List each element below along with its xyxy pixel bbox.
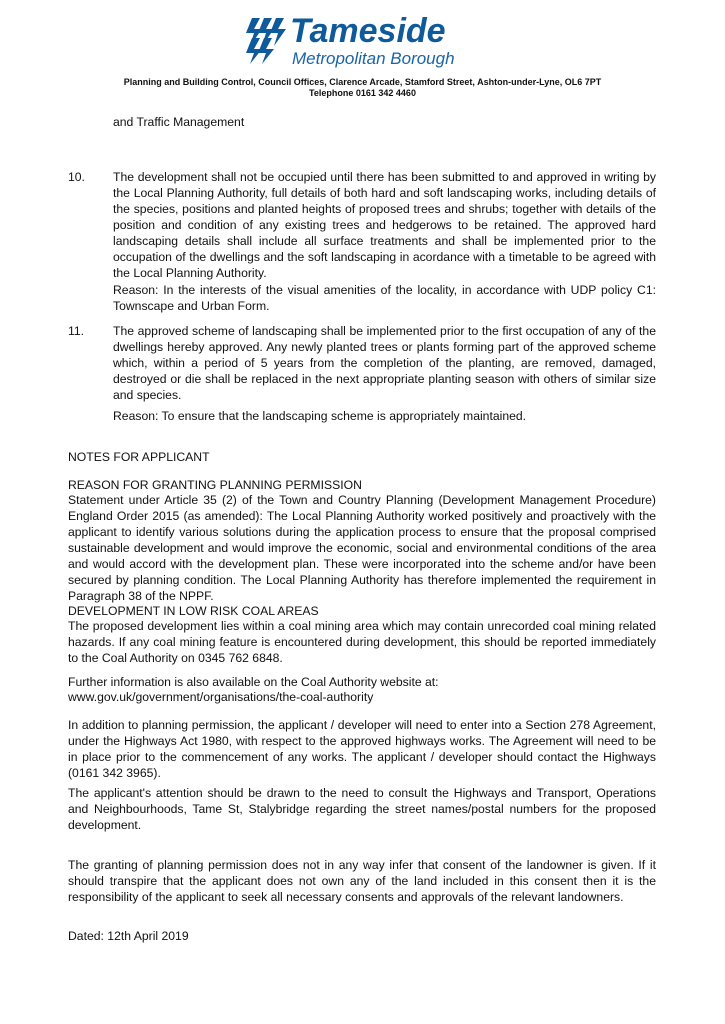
org-name: Tameside	[290, 12, 446, 50]
condition-reason: Reason: In the interests of the visual amenities of the locality, in accordance with UDP policy C1: Townscape and Urban Form.	[113, 283, 656, 313]
condition-text: The approved scheme of landscaping shall be implemented prior to the first occupation of any of the dwellings hereby approved. Any newly planted trees or plants forming part of the approved scheme which, within a period of 5 years from the completion of the planting, are removed, damaged, destroyed or die shall be replaced in the next appropriate planting season with others of similar size and species.	[113, 324, 656, 402]
tameside-chevrons-icon	[244, 16, 288, 66]
further-info-text: Further information is also available on the Coal Authority website at:	[68, 675, 439, 689]
coal-paragraph: The proposed development lies within a coal mining area which may contain unrecorded coal mining related hazards. If any coal mining feature is encountered during development, this should be reported immediately to the Coal Authority on 0345 762 6848.	[68, 619, 656, 665]
letterhead-address	[0, 77, 725, 99]
carryover-text: and Traffic Management	[113, 115, 245, 129]
condition-number: 11.	[68, 324, 85, 338]
coal-heading: DEVELOPMENT IN LOW RISK COAL AREAS	[68, 604, 319, 618]
street-names-paragraph: The applicant's attention should be drawn to the need to consult the Highways and Transport, Operations and Neighbourhoods, Tame St, Stalybridge regarding the street names/postal numbers for the proposed development.	[68, 786, 656, 832]
landowner-paragraph: The granting of planning permission does not in any way infer that consent of the landowner is given. If it should transpire that the applicant does not own any of the land included in this consent then it is the responsibility of the applicant to seek all necessary consents and approvals of the relevant landowners.	[68, 858, 656, 904]
org-subtitle: Metropolitan Borough	[292, 49, 455, 68]
reason-paragraph: Statement under Article 35 (2) of the Town and Country Planning (Development Management Procedure) England Order 2015 (as amended): The Local Planning Authority worked positively and proactively with the applicant to identify various solutions during the application process to ensure that the proposal comprised sustainable development and would improve the economic, social and environmental conditions of the area and would accord with the development plan. These were incorporated into the scheme and/or have been secured by planning condition. The Local Planning Authority has therefore implemented the requirement in Paragraph 38 of the NPPF.	[68, 493, 656, 603]
condition-number: 10.	[68, 170, 85, 184]
dated-line: Dated: 12th April 2019	[68, 929, 189, 943]
reason-heading: REASON FOR GRANTING PLANNING PERMISSION	[68, 478, 362, 492]
section278-paragraph: In addition to planning permission, the applicant / developer will need to enter into a Section 278 Agreement, under the Highways Act 1980, with respect to the approved highways works. The Agreement will need to be in place prior to the commencement of any works. The applicant / developer should contact the Highways (0161 342 3965).	[68, 718, 656, 780]
condition-text: The development shall not be occupied until there has been submitted to and approved in writing by the Local Planning Authority, full details of both hard and soft landscaping works, including details of the species, positions and planted heights of proposed trees and shrubs; together with details of the position and condition of any existing trees and hedgerows to be retained. The approved hard landscaping details shall include all surface treatments and shall be implemented prior to the occupation of the dwellings and the soft landscaping in acordance with a timetable to be agreed with the Local Planning Authority.	[113, 170, 656, 280]
condition-reason: Reason: To ensure that the landscaping scheme is appropriately maintained.	[113, 409, 527, 423]
telephone-line: Telephone 0161 342 4460	[309, 88, 416, 98]
coal-authority-link[interactable]: www.gov.uk/government/organisations/the-coal-authority	[68, 690, 374, 704]
council-logo	[244, 14, 494, 70]
address-line: Planning and Building Control, Council Offices, Clarence Arcade, Stamford Street, Ashton-under-Lyne, OL6 7PT	[123, 77, 602, 87]
notes-heading: NOTES FOR APPLICANT	[68, 450, 210, 464]
